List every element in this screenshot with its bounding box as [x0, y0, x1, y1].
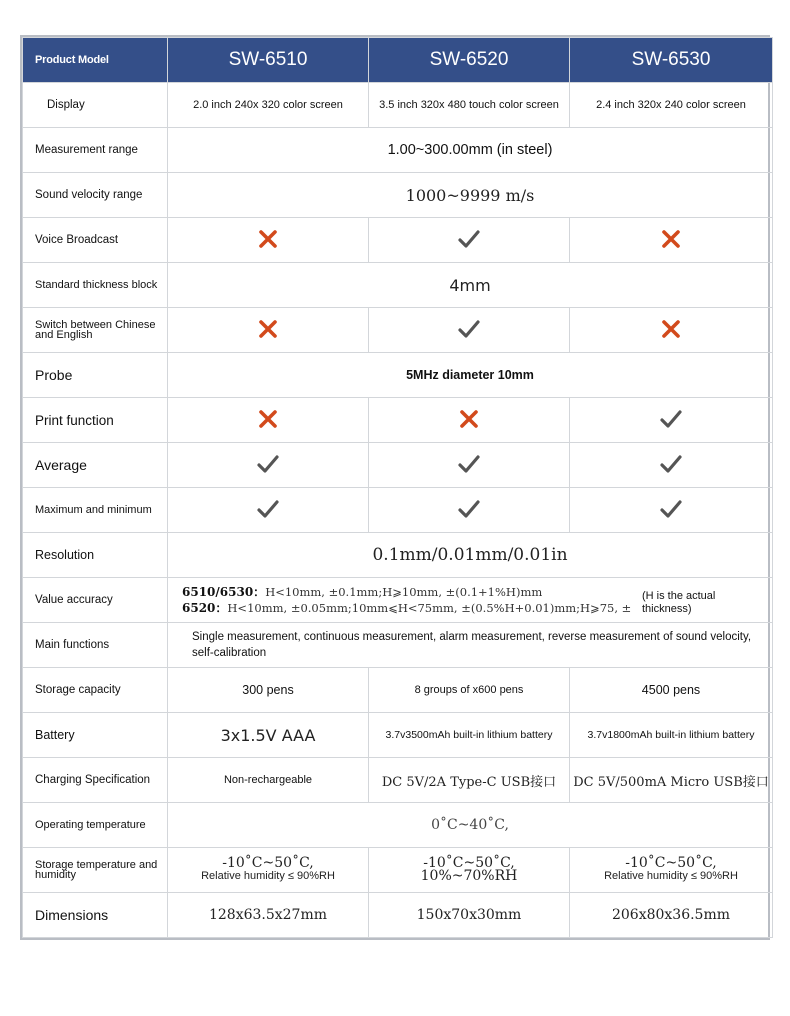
- row-battery: [23, 713, 773, 758]
- row-main-functions: [23, 623, 773, 668]
- label-maxmin: Maximum and minimum: [23, 488, 168, 533]
- average-6520: [369, 443, 570, 488]
- maxmin-6510: [168, 488, 369, 533]
- check-icon: [458, 229, 480, 252]
- print-6520: [369, 398, 570, 443]
- voice-broadcast-6530: [570, 218, 773, 263]
- accuracy-note: (H is the actual thickness): [642, 590, 732, 616]
- row-probe: [23, 353, 773, 398]
- charging-6510: Non-rechargeable: [168, 758, 369, 803]
- maxmin-6520: [369, 488, 570, 533]
- cross-icon: [661, 229, 681, 252]
- language-6530: [570, 308, 773, 353]
- label-main-functions: Main functions: [23, 623, 168, 668]
- header-model-6510: SW-6510: [168, 38, 369, 83]
- row-storage: [23, 668, 773, 713]
- accuracy-line2-model: 6520：: [182, 601, 228, 615]
- average-6510: [168, 443, 369, 488]
- check-icon: [660, 454, 682, 477]
- accuracy-line2-value: H<10mm, ±0.05mm;10mm⩽H<75mm, ±(0.5%H+0.01)mm;H⩾75, ±: [227, 601, 632, 615]
- row-resolution: [23, 533, 773, 578]
- storage-temp-6530-temp: -10˚C~50˚C,: [625, 855, 717, 871]
- label-dimensions: Dimensions: [23, 893, 168, 938]
- label-accuracy: Value accuracy: [23, 578, 168, 623]
- voice-broadcast-6510: [168, 218, 369, 263]
- row-average: [23, 443, 773, 488]
- row-language: [23, 308, 773, 353]
- spec-table: [22, 37, 773, 938]
- row-charging: [23, 758, 773, 803]
- header-model-6530: SW-6530: [570, 38, 773, 83]
- storage-6520: 8 groups of x600 pens: [369, 668, 570, 713]
- measurement-range-value: 1.00~300.00mm (in steel): [168, 128, 773, 173]
- cross-icon: [459, 409, 479, 432]
- label-sound-velocity: Sound velocity range: [23, 173, 168, 218]
- main-functions-value: Single measurement, continuous measurement, alarm measurement, reverse measurement of sound velocity, self-calibration: [192, 631, 752, 659]
- dimensions-6510: 128x63.5x27mm: [168, 893, 369, 938]
- probe-value: 5MHz diameter 10mm: [168, 353, 773, 398]
- storage-temp-6510: [168, 848, 369, 893]
- label-probe: Probe: [23, 353, 168, 398]
- row-display: [23, 83, 773, 128]
- row-sound-velocity: [23, 173, 773, 218]
- label-language: Switch between Chinese and English: [23, 308, 168, 353]
- check-icon: [660, 499, 682, 522]
- language-6510: [168, 308, 369, 353]
- main-functions-cell: [168, 623, 773, 668]
- average-6530: [570, 443, 773, 488]
- storage-temp-6520-humidity: 10%~70%RH: [420, 868, 518, 884]
- maxmin-6530: [570, 488, 773, 533]
- header-model-6520: SW-6520: [369, 38, 570, 83]
- sound-velocity-value: 1000~9999 m/s: [168, 173, 773, 218]
- header-product-model: Product Model: [23, 38, 168, 83]
- row-accuracy: [23, 578, 773, 623]
- accuracy-line1-value: H<10mm, ±0.1mm;H⩾10mm, ±(0.1+1%H)mm: [265, 585, 543, 599]
- display-6530: 2.4 inch 320x 240 color screen: [570, 83, 773, 128]
- label-display: Display: [23, 83, 168, 128]
- storage-6510: 300 pens: [168, 668, 369, 713]
- display-6510: 2.0 inch 240x 320 color screen: [168, 83, 369, 128]
- row-dimensions: [23, 893, 773, 938]
- voice-broadcast-6520: [369, 218, 570, 263]
- charging-6520: DC 5V/2A Type-C USB接口: [369, 758, 570, 803]
- cross-icon: [258, 229, 278, 252]
- language-6520: [369, 308, 570, 353]
- label-storage: Storage capacity: [23, 668, 168, 713]
- label-measurement-range: Measurement range: [23, 128, 168, 173]
- battery-6530: 3.7v1800mAh built-in lithium battery: [570, 713, 773, 758]
- cross-icon: [258, 409, 278, 432]
- row-operating-temp: [23, 803, 773, 848]
- cross-icon: [661, 319, 681, 342]
- accuracy-cell: [168, 578, 773, 623]
- print-6530: [570, 398, 773, 443]
- label-print: Print function: [23, 398, 168, 443]
- row-maxmin: [23, 488, 773, 533]
- battery-6520: 3.7v3500mAh built-in lithium battery: [369, 713, 570, 758]
- label-charging: Charging Specification: [23, 758, 168, 803]
- header-row: [23, 38, 773, 83]
- label-operating-temp: Operating temperature: [23, 803, 168, 848]
- row-measurement-range: [23, 128, 773, 173]
- row-storage-temp: [23, 848, 773, 893]
- storage-temp-6530: [570, 848, 773, 893]
- check-icon: [660, 409, 682, 432]
- dimensions-6520: 150x70x30mm: [369, 893, 570, 938]
- check-icon: [257, 499, 279, 522]
- label-standard-block: Standard thickness block: [23, 263, 168, 308]
- spec-table-container: [20, 35, 770, 940]
- label-battery: Battery: [23, 713, 168, 758]
- row-standard-block: [23, 263, 773, 308]
- dimensions-6530: 206x80x36.5mm: [570, 893, 773, 938]
- charging-6530: DC 5V/500mA Micro USB接口: [570, 758, 773, 803]
- standard-block-value: 4mm: [168, 263, 773, 308]
- check-icon: [257, 454, 279, 477]
- storage-6530: 4500 pens: [570, 668, 773, 713]
- storage-temp-6520: [369, 848, 570, 893]
- resolution-value: 0.1mm/0.01mm/0.01in: [168, 533, 773, 578]
- row-voice-broadcast: [23, 218, 773, 263]
- check-icon: [458, 454, 480, 477]
- operating-temp-value: 0˚C~40˚C,: [168, 803, 773, 848]
- accuracy-block: [172, 584, 768, 616]
- row-print: [23, 398, 773, 443]
- storage-temp-6510-humidity: Relative humidity ≤ 90%RH: [201, 870, 335, 882]
- cross-icon: [258, 319, 278, 342]
- label-resolution: Resolution: [23, 533, 168, 578]
- display-6520: 3.5 inch 320x 480 touch color screen: [369, 83, 570, 128]
- storage-temp-6520-temp: -10˚C~50˚C,: [423, 855, 515, 871]
- check-icon: [458, 499, 480, 522]
- storage-temp-6510-temp: -10˚C~50˚C,: [222, 855, 314, 871]
- label-average: Average: [23, 443, 168, 488]
- check-icon: [458, 319, 480, 342]
- accuracy-line1-model: 6510/6530：: [182, 585, 266, 599]
- label-voice-broadcast: Voice Broadcast: [23, 218, 168, 263]
- print-6510: [168, 398, 369, 443]
- label-storage-temp: Storage temperature and humidity: [23, 848, 168, 893]
- battery-6510: 3x1.5V AAA: [168, 713, 369, 758]
- storage-temp-6530-humidity: Relative humidity ≤ 90%RH: [604, 870, 738, 882]
